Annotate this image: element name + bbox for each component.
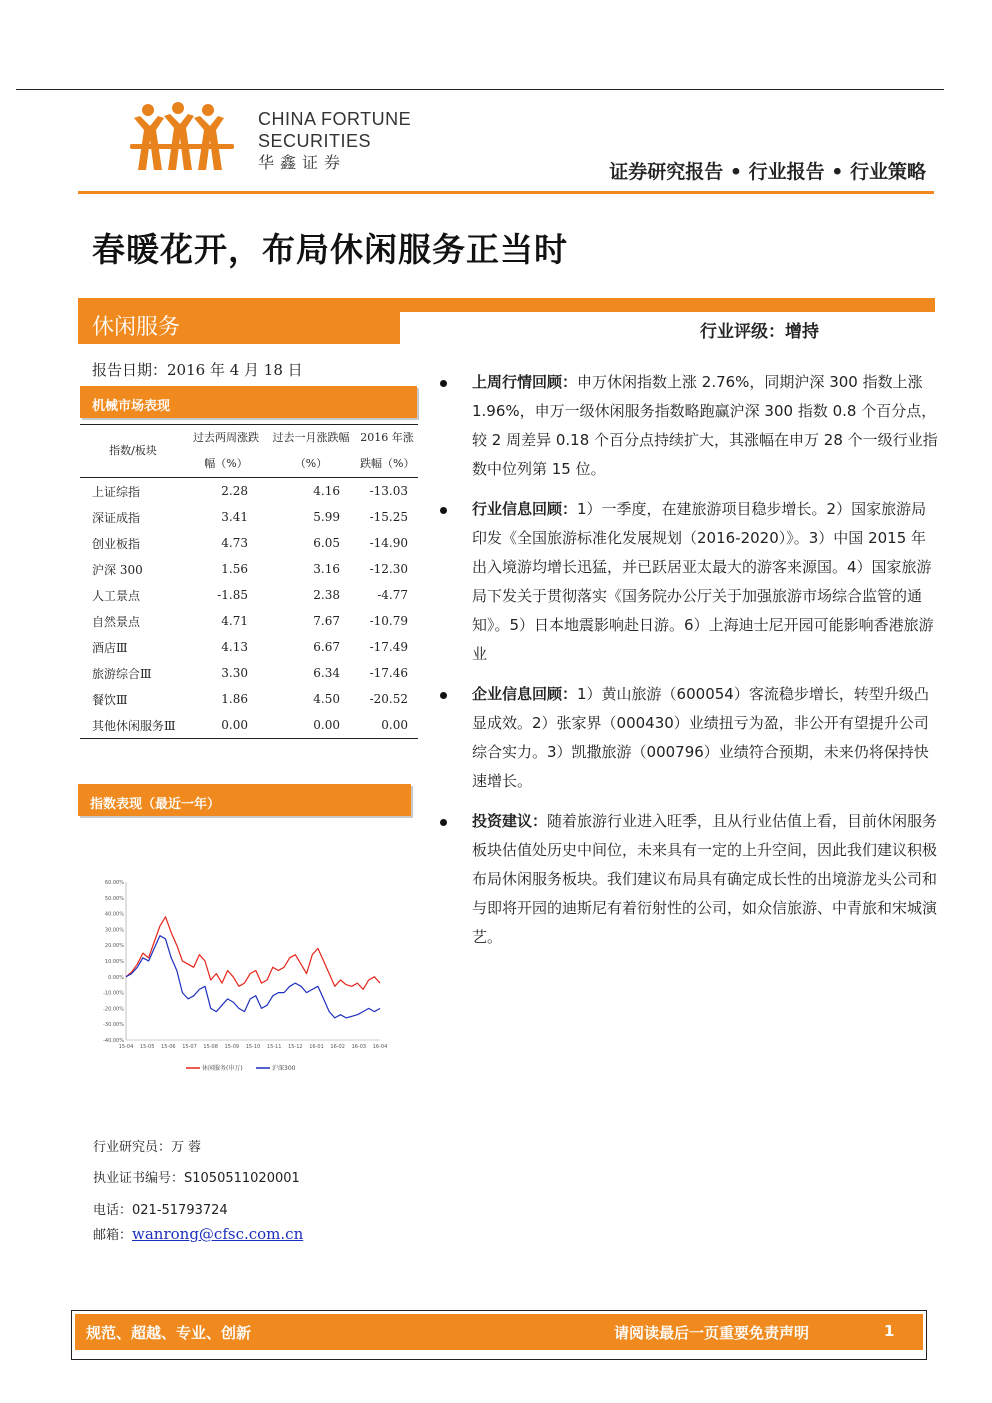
series-line bbox=[126, 936, 380, 1018]
row-value: -12.30 bbox=[369, 562, 408, 576]
bullet-item bbox=[440, 680, 940, 796]
row-label: 其他休闲服务Ⅲ bbox=[92, 718, 176, 733]
row-label: 人工景点 bbox=[92, 588, 141, 603]
header-rule bbox=[16, 89, 944, 90]
report-date: 报告日期：2016 年 4 月 18 日 bbox=[92, 361, 303, 379]
row-value: -14.90 bbox=[369, 536, 408, 550]
y-tick-label: -20.00% bbox=[103, 1006, 124, 1013]
y-tick-label: 40.00% bbox=[104, 911, 124, 918]
brand-name-en-line1: CHINA FORTUNE bbox=[258, 109, 412, 129]
row-value: 3.41 bbox=[221, 510, 248, 524]
bullet-text: 1）一季度，在建旅游项目稳步增长。2）国家旅游局印发《全国旅游标准化发展规划（2016-2020）》。3）中国 2015 年出入境游均增长迅猛，并已跃居亚太最大的游客来源国。4）国家旅游局下发关于贯彻落实《国务院办公厅关于加强旅游市场综合监管的通知》。5）日本地震影响赴日游。6）上海迪士尼开园可能影响香港旅游业 bbox=[472, 500, 934, 663]
col-header-1m bbox=[266, 425, 356, 478]
brand-name-en-line2: SECURITIES bbox=[258, 131, 372, 151]
x-tick-label: 15-07 bbox=[182, 1044, 197, 1050]
footer-motto: 规范、超越、专业、创新 bbox=[86, 1324, 252, 1342]
y-tick-label: 30.00% bbox=[104, 927, 124, 934]
y-tick-label: -10.00% bbox=[103, 990, 124, 997]
row-value: -17.49 bbox=[369, 640, 408, 654]
page-number: 1 bbox=[884, 1322, 895, 1340]
bullet-text: 1）黄山旅游（600054）客流稳步增长，转型升级凸显成效。2）张家界（000430）业绩扭亏为盈，非公开有望提升公司综合实力。3）凯撒旅游（000796）业绩符合预期，未来仍将保持快速增长。 bbox=[472, 685, 929, 790]
row-value: 6.34 bbox=[313, 666, 340, 680]
bullet-lead: 行业信息回顾： bbox=[472, 500, 578, 518]
row-value: -4.77 bbox=[377, 588, 408, 602]
x-tick-label: 15-11 bbox=[266, 1044, 282, 1050]
y-tick-label: 10.00% bbox=[104, 959, 124, 965]
market-performance-table bbox=[80, 424, 418, 739]
bullet-lead: 上周行情回顾： bbox=[472, 373, 578, 391]
report-type: 证券研究报告 • 行业报告 • 行业策略 bbox=[609, 161, 926, 183]
row-value: -1.85 bbox=[217, 588, 248, 602]
brand-name-en bbox=[258, 108, 411, 152]
license-number: 执业证书编号：S1050511020001 bbox=[93, 1171, 300, 1186]
row-label: 沪深 300 bbox=[92, 562, 143, 577]
x-tick-label: 16-02 bbox=[330, 1044, 345, 1050]
bullet-lead: 企业信息回顾： bbox=[472, 685, 578, 703]
col-header-2w-text: 过去两周涨跌幅（%） bbox=[193, 431, 259, 470]
y-tick-label: 50.00% bbox=[104, 895, 124, 902]
row-value: -15.25 bbox=[369, 510, 408, 524]
phone: 电话：021-51793724 bbox=[93, 1203, 228, 1218]
email-link[interactable]: wanrong@cfsc.com.cn bbox=[132, 1225, 304, 1243]
chart-heading bbox=[78, 784, 411, 816]
y-tick-label: -40.00% bbox=[103, 1038, 124, 1044]
col-header-index: 指数/板块 bbox=[109, 444, 157, 457]
table-row bbox=[80, 530, 418, 556]
table-row bbox=[80, 556, 418, 582]
row-value: -20.52 bbox=[369, 692, 408, 706]
bullet-lead: 投资建议： bbox=[472, 812, 548, 830]
market-table-heading bbox=[80, 386, 417, 418]
row-label: 旅游综合Ⅲ bbox=[92, 666, 152, 681]
col-header-2w bbox=[186, 425, 266, 478]
report-title: 春暖花开，布局休闲服务正当时 bbox=[92, 230, 568, 269]
row-value: 6.05 bbox=[313, 536, 340, 550]
row-value: -10.79 bbox=[369, 614, 408, 628]
bullet-dot-icon bbox=[440, 380, 447, 387]
row-value: 3.16 bbox=[313, 562, 340, 576]
table-row bbox=[80, 478, 418, 505]
row-value: 4.73 bbox=[221, 536, 248, 550]
industry-rating: 行业评级：增持 bbox=[700, 322, 819, 342]
y-tick-label: 0.00% bbox=[108, 974, 124, 981]
row-value: 4.50 bbox=[313, 692, 340, 706]
row-value: 4.13 bbox=[221, 640, 248, 654]
bullet-item bbox=[440, 495, 940, 669]
col-header-1m-text: 过去一月涨跌幅（%） bbox=[272, 431, 350, 470]
row-value: 2.28 bbox=[221, 484, 248, 498]
row-value: 2.38 bbox=[313, 588, 340, 602]
row-value: 4.71 bbox=[221, 614, 248, 628]
x-tick-label: 15-09 bbox=[224, 1044, 240, 1050]
row-label: 上证综指 bbox=[92, 484, 141, 499]
x-tick-label: 16-03 bbox=[351, 1044, 367, 1050]
series-line bbox=[126, 917, 380, 990]
index-performance-chart bbox=[90, 872, 390, 1082]
bullet-dot-icon bbox=[440, 819, 447, 826]
row-value: -17.46 bbox=[369, 666, 408, 680]
y-tick-label: -30.00% bbox=[103, 1022, 124, 1029]
row-value: 1.56 bbox=[221, 562, 248, 576]
row-value: 5.99 bbox=[313, 510, 340, 524]
analyst-name: 行业研究员：万 蓉 bbox=[93, 1140, 202, 1155]
row-value: 7.67 bbox=[313, 614, 340, 628]
row-label: 创业板指 bbox=[92, 536, 141, 551]
footer-disclaimer-note: 请阅读最后一页重要免责声明 bbox=[614, 1324, 810, 1342]
legend-label: 沪深300 bbox=[272, 1065, 296, 1072]
table-header-row bbox=[80, 425, 418, 478]
row-value: 0.00 bbox=[313, 718, 340, 732]
col-header-ytd bbox=[356, 425, 418, 478]
brand-name-cn: 华鑫证券 bbox=[258, 153, 347, 172]
company-logo bbox=[130, 100, 250, 180]
bullet-text: 申万休闲指数上涨 2.76%，同期沪深 300 指数上涨 1.96%，申万一级休闲服务指数略跑赢沪深 300 指数 0.8 个百分点，较 2 周差异 0.18 个百分点持续扩大，其涨幅在申万 28 个一级行业指数中位列第 15 位。 bbox=[472, 373, 938, 478]
bullet-item bbox=[440, 368, 940, 484]
row-value: -13.03 bbox=[369, 484, 408, 498]
bullet-text: 随着旅游行业进入旺季，且从行业估值上看，目前休闲服务板块估值处历史中间位，未来具有一定的上升空间，因此我们建议积极布局休闲服务板块。我们建议布局具有确定成长性的出境游龙头公司和与即将开园的迪斯尼有着衍射性的公司，如众信旅游、中青旅和宋城演艺。 bbox=[472, 812, 938, 946]
x-tick-label: 15-04 bbox=[118, 1044, 134, 1050]
sector-label: 休闲服务 bbox=[92, 315, 181, 340]
row-label: 餐饮Ⅲ bbox=[92, 692, 128, 707]
row-value: 6.67 bbox=[313, 640, 340, 654]
y-tick-label: 60.00% bbox=[104, 880, 124, 886]
row-value: 3.30 bbox=[221, 666, 248, 680]
row-label: 酒店Ⅲ bbox=[92, 640, 128, 655]
x-tick-label: 15-10 bbox=[245, 1044, 261, 1050]
table-row bbox=[80, 634, 418, 660]
col-header-ytd-text: 2016 年涨跌幅（%） bbox=[360, 431, 415, 470]
email-row bbox=[93, 1224, 303, 1243]
x-tick-label: 15-05 bbox=[139, 1044, 155, 1050]
table-row bbox=[80, 504, 418, 530]
x-tick-label: 15-06 bbox=[161, 1044, 176, 1050]
y-tick-label: 20.00% bbox=[104, 943, 124, 950]
market-table-heading-text: 机械市场表现 bbox=[92, 399, 171, 414]
table-row bbox=[80, 582, 418, 608]
row-value: 1.86 bbox=[221, 692, 248, 706]
table-row bbox=[80, 608, 418, 634]
header-orange-rule bbox=[78, 191, 934, 194]
row-label: 自然景点 bbox=[92, 614, 141, 629]
row-value: 0.00 bbox=[221, 718, 248, 732]
table-row bbox=[80, 660, 418, 686]
summary-bullets bbox=[440, 368, 940, 963]
x-tick-label: 15-12 bbox=[288, 1044, 303, 1050]
x-tick-label: 15-08 bbox=[203, 1044, 218, 1050]
row-label: 深证成指 bbox=[92, 510, 141, 525]
chart-heading-text: 指数表现（最近一年） bbox=[90, 797, 221, 812]
table-row bbox=[80, 686, 418, 712]
x-tick-label: 16-01 bbox=[309, 1044, 324, 1050]
bullet-dot-icon bbox=[440, 507, 447, 514]
row-value: 4.16 bbox=[313, 484, 340, 498]
bullet-item bbox=[440, 807, 940, 952]
row-value: 0.00 bbox=[381, 718, 408, 732]
legend-label: 休闲服务(申万) bbox=[202, 1065, 243, 1072]
email-label: 邮箱： bbox=[93, 1228, 133, 1243]
x-tick-label: 16-04 bbox=[372, 1044, 388, 1050]
table-row bbox=[80, 712, 418, 739]
bullet-dot-icon bbox=[440, 692, 447, 699]
